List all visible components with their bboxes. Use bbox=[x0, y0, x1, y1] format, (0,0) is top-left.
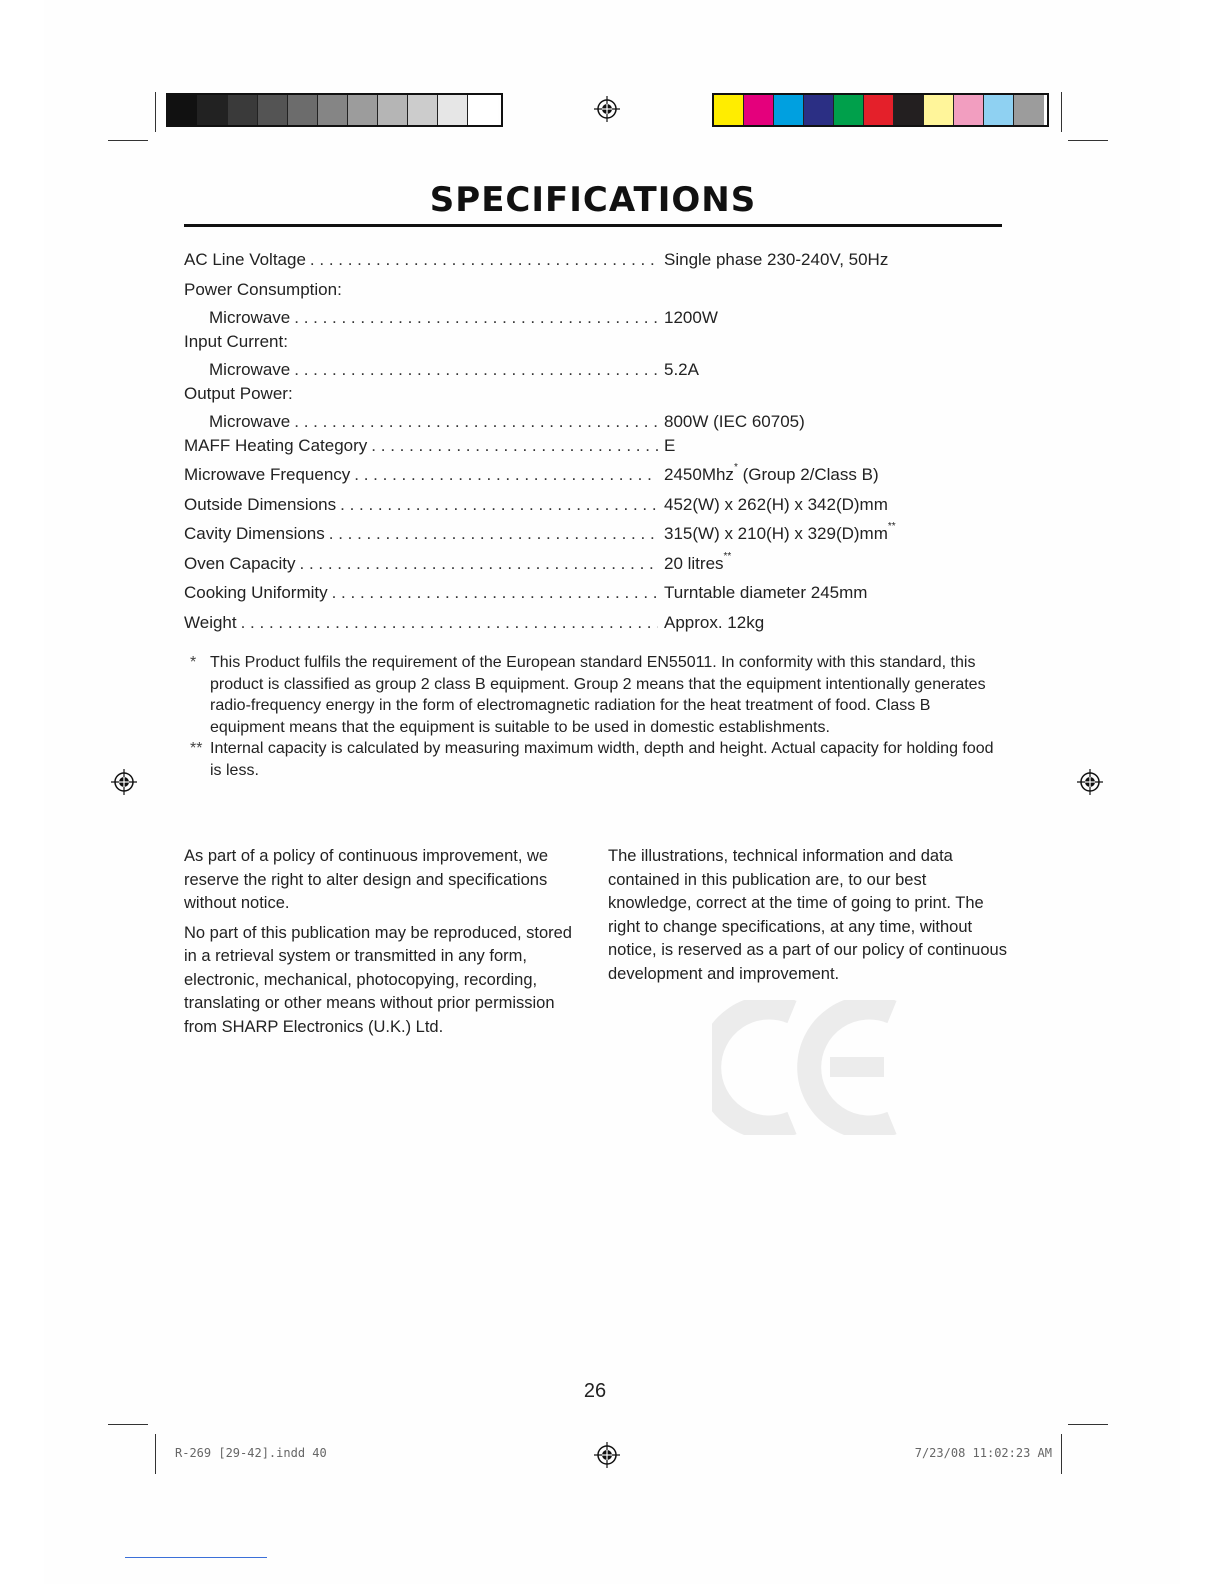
color-swatch bbox=[984, 95, 1014, 125]
ce-mark-icon bbox=[712, 1000, 902, 1135]
spec-row bbox=[184, 308, 984, 332]
spec-value bbox=[664, 250, 984, 270]
registration-mark-icon bbox=[111, 769, 137, 795]
spec-label: Outside Dimensions bbox=[184, 494, 337, 514]
registration-mark-icon bbox=[594, 96, 620, 122]
spec-value-text: Turntable diameter 245mm bbox=[664, 583, 868, 602]
link-underline bbox=[125, 1557, 267, 1558]
spec-row bbox=[184, 436, 984, 466]
spec-row bbox=[184, 613, 984, 643]
leader-dots bbox=[294, 308, 658, 328]
crop-mark bbox=[108, 1424, 148, 1425]
footnote-text: This Product fulfils the requirement of the European standard EN55011. In conformity with this standard, this product is classified as group 2 class B equipment. Group 2 means that the equipment intentionally generates radio-frequency energy in the form of electromagnetic radiation for the heat treatment of food. Class B equipment means that the equipment is suitable to be used in domestic establishments. bbox=[210, 654, 986, 736]
spec-value bbox=[664, 495, 984, 515]
spec-value bbox=[664, 308, 984, 328]
specifications-table bbox=[184, 250, 984, 642]
gray-swatch bbox=[408, 95, 438, 125]
leader-dots bbox=[340, 495, 658, 515]
spec-label: Microwave Frequency bbox=[184, 465, 351, 484]
color-swatch bbox=[834, 95, 864, 125]
spec-row bbox=[184, 583, 984, 613]
spec-label: Microwave bbox=[209, 411, 291, 431]
leader-dots bbox=[329, 524, 658, 544]
leader-dots bbox=[241, 613, 658, 633]
footnote-reference: * bbox=[733, 462, 738, 473]
leader-dots bbox=[310, 250, 658, 270]
spec-value-text: E bbox=[664, 435, 676, 455]
footnote-text: Internal capacity is calculated by measuring maximum width, depth and height. Actual capacity for holding food is less. bbox=[210, 740, 994, 779]
crop-mark bbox=[108, 140, 148, 141]
spec-label: MAFF Heating Category bbox=[184, 435, 368, 455]
spec-value-text: 2450Mhz bbox=[664, 465, 734, 484]
paragraph: The illustrations, technical information and data contained in this publication are, to our best knowledge, correct at the time of going to print. The right to change specifications, at any time, without notice, is reserved as a part of our policy of continuous development and improvement. bbox=[608, 847, 1007, 983]
spec-value bbox=[664, 613, 984, 633]
registration-mark-icon bbox=[1077, 769, 1103, 795]
gray-swatch bbox=[348, 95, 378, 125]
spec-label: Output Power: bbox=[184, 383, 293, 403]
spec-row bbox=[184, 550, 984, 584]
right-column bbox=[608, 845, 1008, 992]
gray-swatch bbox=[288, 95, 318, 125]
spec-value-text: 800W (IEC 60705) bbox=[664, 411, 805, 431]
color-swatch bbox=[1014, 95, 1044, 125]
spec-row bbox=[184, 384, 984, 412]
spec-value bbox=[664, 462, 984, 485]
color-swatch bbox=[774, 95, 804, 125]
color-swatch bbox=[954, 95, 984, 125]
spec-value bbox=[664, 360, 984, 380]
leader-dots bbox=[354, 465, 658, 485]
crop-mark bbox=[1061, 92, 1062, 132]
gray-swatch bbox=[168, 95, 198, 125]
spec-row bbox=[184, 412, 984, 436]
leader-dots bbox=[371, 436, 658, 456]
gray-swatch bbox=[468, 95, 498, 125]
registration-mark-icon bbox=[594, 1442, 620, 1468]
spec-label: Input Current: bbox=[184, 331, 288, 351]
page bbox=[44, 0, 1180, 1584]
footnote bbox=[190, 652, 1000, 738]
spec-label: Microwave bbox=[209, 359, 291, 379]
leader-dots bbox=[294, 412, 658, 432]
spec-row bbox=[184, 521, 984, 554]
slug-timestamp: 7/23/08 11:02:23 AM bbox=[914, 1446, 1052, 1460]
spec-value-text: (Group 2/Class B) bbox=[737, 465, 879, 484]
crop-mark bbox=[155, 92, 156, 132]
spec-row bbox=[184, 462, 984, 495]
footnote-mark: * bbox=[190, 654, 197, 671]
color-swatch bbox=[924, 95, 954, 125]
leader-dots bbox=[332, 583, 658, 603]
spec-value-text: 315(W) x 210(H) x 329(D)mm bbox=[664, 524, 888, 543]
gray-swatch bbox=[198, 95, 228, 125]
spec-label: Power Consumption: bbox=[184, 279, 342, 299]
page-title: SPECIFICATIONS bbox=[429, 180, 757, 220]
spec-label: Weight bbox=[184, 612, 237, 632]
color-swatch bbox=[714, 95, 744, 125]
page-number: 26 bbox=[583, 1380, 607, 1402]
grayscale-swatch-bar bbox=[166, 93, 503, 127]
footnotes bbox=[190, 652, 1000, 781]
spec-value bbox=[664, 521, 984, 544]
gray-swatch bbox=[258, 95, 288, 125]
spec-value bbox=[664, 550, 984, 574]
footnote-reference: ** bbox=[723, 550, 732, 562]
crop-mark bbox=[1061, 1434, 1062, 1474]
crop-mark bbox=[155, 1434, 156, 1474]
gray-swatch bbox=[378, 95, 408, 125]
color-swatch bbox=[894, 95, 924, 125]
left-column bbox=[184, 845, 574, 1045]
leader-dots bbox=[294, 360, 658, 380]
color-swatch bbox=[864, 95, 894, 125]
title-rule bbox=[184, 224, 1002, 227]
spec-value-text: 452(W) x 262(H) x 342(D)mm bbox=[664, 494, 888, 514]
footnote bbox=[190, 738, 1000, 781]
crop-mark bbox=[1068, 1424, 1108, 1425]
spec-row bbox=[184, 332, 984, 360]
leader-dots bbox=[300, 554, 659, 574]
color-swatch-bar bbox=[712, 93, 1049, 127]
spec-row bbox=[184, 360, 984, 384]
spec-value bbox=[664, 412, 984, 432]
color-swatch bbox=[744, 95, 774, 125]
spec-row bbox=[184, 250, 984, 280]
spec-value bbox=[664, 436, 984, 456]
spec-label: Cavity Dimensions bbox=[184, 524, 325, 543]
spec-value-text: 5.2A bbox=[664, 359, 699, 379]
spec-label: Microwave bbox=[209, 307, 291, 327]
gray-swatch bbox=[438, 95, 468, 125]
spec-value-text: Approx. 12kg bbox=[664, 612, 765, 632]
slug-filename: R-269 [29-42].indd 40 bbox=[175, 1446, 327, 1460]
paragraph: No part of this publication may be reproduced, stored in a retrieval system or transmitted in any form, electronic, mechanical, photocopying, recording, translating or other means without prior permission from SHARP Electronics (U.K.) Ltd. bbox=[184, 923, 572, 1036]
gray-swatch bbox=[228, 95, 258, 125]
spec-value-text: 20 litres bbox=[664, 553, 724, 573]
footnote-reference: ** bbox=[887, 521, 896, 532]
spec-value bbox=[664, 583, 984, 603]
spec-label: Oven Capacity bbox=[184, 553, 296, 573]
gray-swatch bbox=[318, 95, 348, 125]
color-swatch bbox=[804, 95, 834, 125]
crop-mark bbox=[1068, 140, 1108, 141]
spec-value-text: Single phase 230-240V, 50Hz bbox=[664, 250, 889, 269]
spec-label: Cooking Uniformity bbox=[184, 583, 328, 602]
spec-value-text: 1200W bbox=[664, 307, 718, 327]
footnote-mark: ** bbox=[190, 740, 203, 757]
spec-row bbox=[184, 495, 984, 525]
paragraph: As part of a policy of continuous improvement, we reserve the right to alter design and specifications without notice. bbox=[184, 847, 549, 912]
spec-row bbox=[184, 280, 984, 308]
spec-label: AC Line Voltage bbox=[184, 250, 306, 269]
